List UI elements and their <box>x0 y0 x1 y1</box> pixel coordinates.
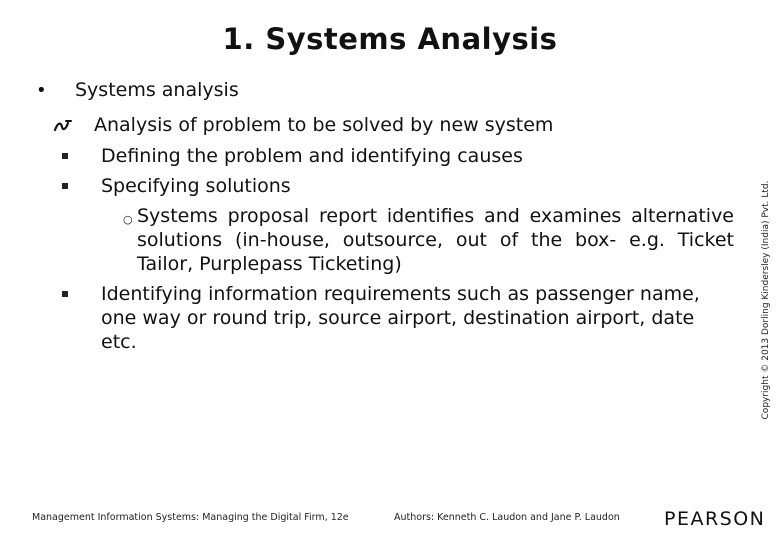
level1-bullet: • <box>36 80 47 101</box>
level1-text: Systems analysis <box>75 79 239 101</box>
list-item: Specifying solutions <box>101 175 291 197</box>
level3-bullet <box>62 183 68 189</box>
publisher-logo: PEARSON <box>664 508 766 530</box>
copyright-notice: Copyright © 2013 Dorling Kindersley (India) Pvt. Ltd. <box>761 180 771 420</box>
footer-book-title: Management Information Systems: Managing the Digital Firm, 12e <box>32 512 349 523</box>
list-item: Systems proposal report identifies and examines alternative solutions (in-house, outsource, out of the box- e.g. Ticket Tailor, Purplepass Ticketing) <box>137 205 734 275</box>
swirl-bullet-icon <box>52 116 74 134</box>
list-item: Identifying information requirements such as passenger name, one way or round trip, source airport, destination airport, date etc. <box>101 283 700 353</box>
page-title: 1. Systems Analysis <box>222 22 558 56</box>
level3-bullet <box>62 291 68 297</box>
level3-bullet <box>62 153 68 159</box>
footer-authors: Authors: Kenneth C. Laudon and Jane P. Laudon <box>394 512 620 523</box>
level2-text: Analysis of problem to be solved by new system <box>94 114 554 136</box>
list-item: Defining the problem and identifying causes <box>101 145 523 167</box>
circle-bullet-icon: ○ <box>123 213 133 226</box>
